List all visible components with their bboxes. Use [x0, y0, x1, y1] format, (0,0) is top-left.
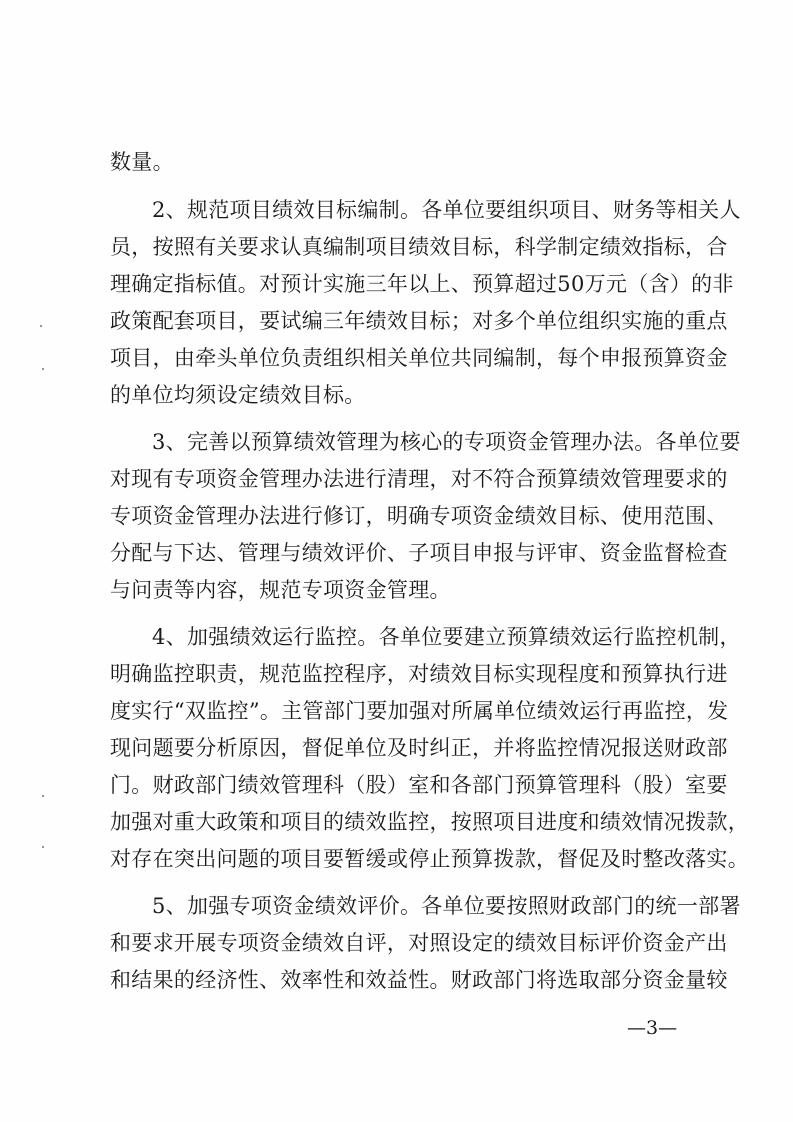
- text-line: 理确定指标值。对预计实施三年以上、预算超过50万元（含）的非: [110, 272, 734, 296]
- paragraph-heading-line: 5、加强专项资金绩效评价。各单位要按照财政部门的统一部署: [152, 894, 741, 918]
- text-line: 明确监控职责，规范监控程序，对绩效目标实现程度和预算执行进: [110, 662, 728, 686]
- text-line: 现问题要分析原因，督促单位及时纠正，并将监控情况报送财政部: [110, 736, 728, 760]
- text-line: 和结果的经济性、效率性和效益性。财政部门将选取部分资金量较: [110, 968, 728, 992]
- text-line: 分配与下达、管理与绩效评价、子项目申报与评审、资金监督检查: [110, 541, 728, 565]
- text-line: 度实行“双监控”。主管部门要加强对所属单位绩效运行再监控，发: [110, 699, 729, 723]
- text-line: 项目，由牵头单位负责组织相关单位共同编制，每个申报预算资金: [110, 346, 728, 370]
- text-line: 与问责等内容，规范专项资金管理。: [110, 578, 451, 602]
- paragraph-heading-line: 4、加强绩效运行监控。各单位要建立预算绩效运行监控机制，: [152, 625, 741, 649]
- text-line: 员，按照有关要求认真编制项目绩效目标，科学制定绩效指标，合: [110, 235, 728, 259]
- scan-speck: [40, 325, 42, 327]
- page-number: —3—: [627, 1017, 678, 1039]
- paragraph-heading-line: 3、完善以预算绩效管理为核心的专项资金管理办法。各单位要: [152, 430, 741, 454]
- text-line: 对现有专项资金管理办法进行清理，对不符合预算绩效管理要求的: [110, 467, 728, 491]
- text-line: 数量。: [110, 150, 174, 174]
- text-line: 和要求开展专项资金绩效自评，对照设定的绩效目标评价资金产出: [110, 931, 728, 955]
- text-line: 对存在突出问题的项目要暂缓或停止预算拨款，督促及时整改落实。: [110, 847, 749, 871]
- text-line: 政策配套项目，要试编三年绩效目标；对多个单位组织实施的重点: [110, 309, 728, 333]
- scan-speck: [42, 846, 44, 848]
- paragraph-heading-line: 2、规范项目绩效目标编制。各单位要组织项目、财务等相关人: [152, 198, 741, 222]
- scan-speck: [42, 368, 44, 370]
- text-line: 加强对重大政策和项目的绩效监控，按照项目进度和绩效情况拨款，: [110, 810, 749, 834]
- text-line: 门。财政部门绩效管理科（股）室和各部门预算管理科（股）室要: [110, 773, 728, 797]
- scan-speck: [42, 795, 44, 797]
- text-line: 专项资金管理办法进行修订，明确专项资金绩效目标、使用范围、: [110, 504, 728, 528]
- text-line: 的单位均须设定绩效目标。: [110, 383, 366, 407]
